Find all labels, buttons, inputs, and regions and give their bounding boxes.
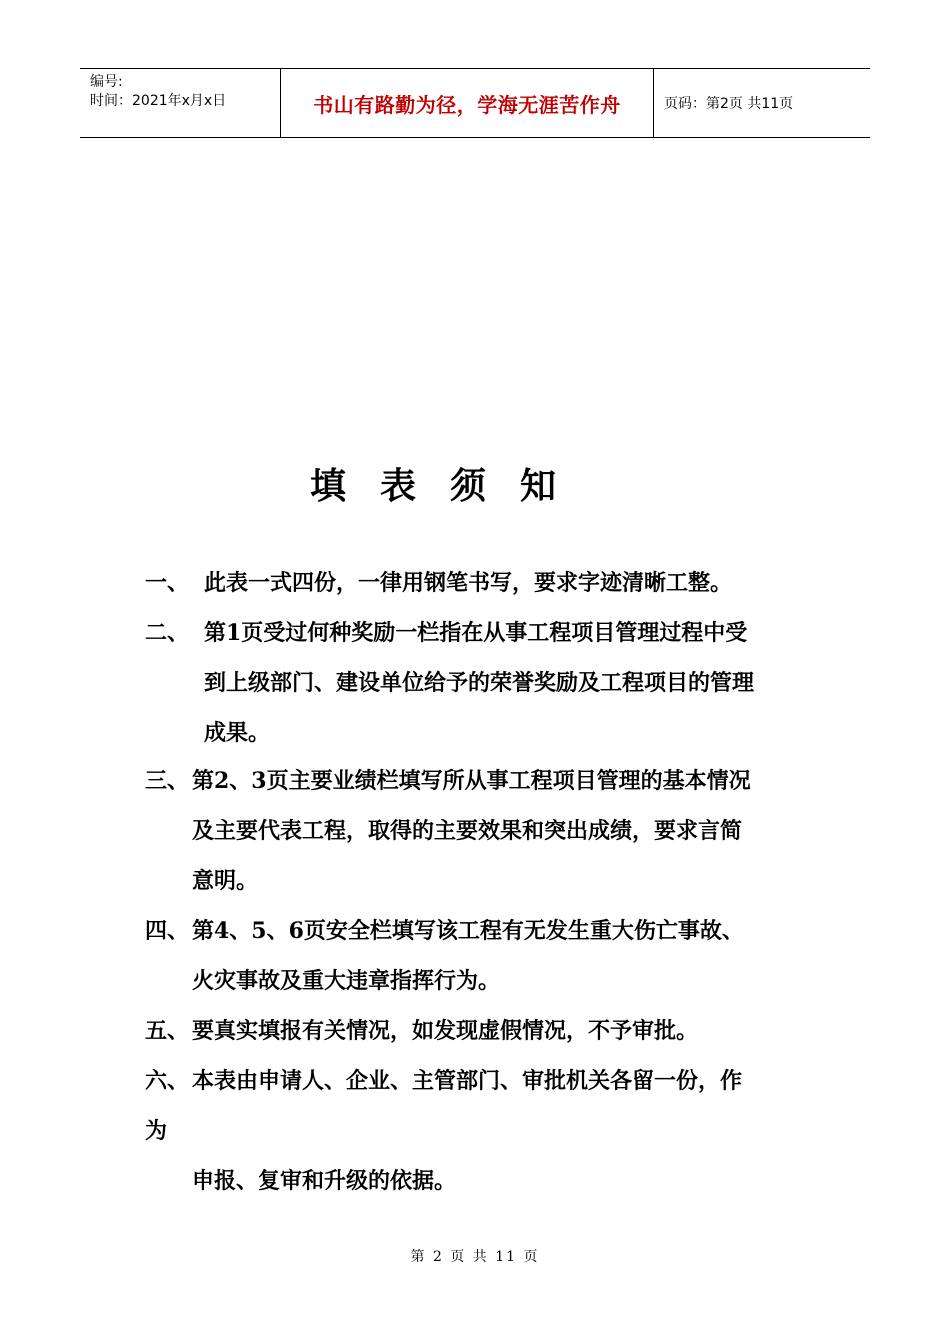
item-4-line-2: 火灾事故及重大违章指挥行为。: [192, 968, 501, 994]
item-6-line-3: 申报、复审和升级的依据。: [192, 1168, 457, 1194]
page-header: [80, 68, 870, 138]
item-1-marker: 一、: [145, 570, 190, 596]
page-footer: 第 2 页 共 11 页: [410, 1249, 540, 1265]
item-5-line-1: 要真实填报有关情况，如发现虚假情况，不予审批。: [192, 1018, 699, 1044]
item-4-marker: 四、: [145, 918, 190, 944]
item-2-line-3: 成果。: [204, 720, 271, 746]
item-3-line-1: 第2、3页主要业绩栏填写所从事工程项目管理的基本情况: [192, 768, 751, 794]
item-6-marker: 六、: [145, 1068, 190, 1094]
item-2-marker: 二、: [145, 620, 190, 646]
item-3-marker: 三、: [145, 768, 190, 794]
header-right-cell: [654, 69, 870, 137]
header-left-cell: [80, 69, 281, 137]
item-3-line-2: 及主要代表工程，取得的主要效果和突出成绩，要求言简: [192, 818, 743, 844]
item-6-line-2: 为: [145, 1118, 168, 1144]
item-4-line-1: 第4、5、6页安全栏填写该工程有无发生重大伤亡事故、: [192, 918, 744, 944]
item-5-marker: 五、: [145, 1018, 190, 1044]
header-middle-cell: [281, 69, 654, 137]
item-1-line-1: 此表一式四份，一律用钢笔书写，要求字迹清晰工整。: [204, 570, 733, 596]
item-3-line-3: 意明。: [192, 868, 259, 894]
item-6-line-1: 本表由申请人、企业、主管部门、审批机关各留一份，作: [192, 1068, 743, 1094]
motto: 书山有路勤为径，学海无涯苦作舟: [313, 92, 621, 117]
item-2-line-1: 第1页受过何种奖励一栏指在从事工程项目管理过程中受: [204, 620, 748, 646]
item-2-line-2: 到上级部门、建设单位给予的荣誉奖励及工程项目的管理: [204, 670, 755, 696]
page-info: 页码：第2页 共11页: [664, 96, 794, 112]
date-line: 时间：2021年x月x日: [90, 93, 227, 109]
number-label: 编号:: [90, 74, 123, 90]
page-title: 填表须知: [309, 465, 590, 507]
